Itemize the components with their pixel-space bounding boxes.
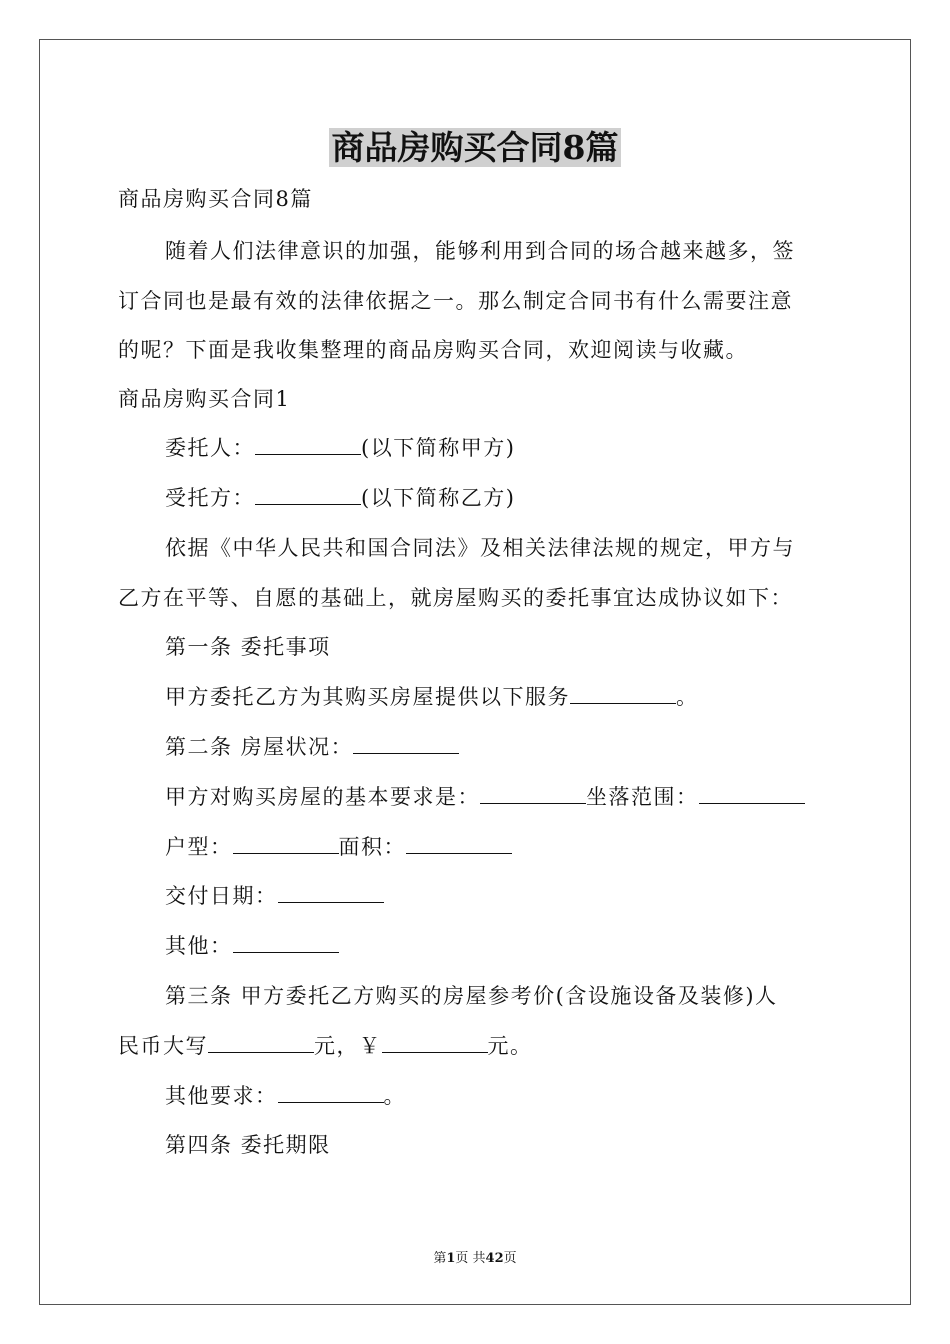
article1-end: 。 bbox=[676, 685, 699, 709]
price-yuan-label: 元，￥ bbox=[314, 1034, 382, 1058]
requirement-blank bbox=[480, 783, 586, 804]
condition-blank bbox=[353, 733, 459, 754]
delivery-label: 交付日期： bbox=[165, 884, 278, 908]
client-suffix: (以下简称甲方) bbox=[361, 436, 516, 460]
client-label: 委托人： bbox=[165, 436, 255, 460]
agent-blank bbox=[255, 484, 361, 505]
layout-blank bbox=[233, 833, 339, 854]
layout-area-line bbox=[165, 832, 512, 862]
basis-line-1: 依据《中华人民共和国合同法》及相关法律法规的规定，甲方与 bbox=[165, 536, 795, 560]
area-label: 面积： bbox=[338, 835, 406, 859]
price-end: 元。 bbox=[487, 1034, 533, 1058]
agent-suffix: (以下简称乙方) bbox=[361, 486, 516, 510]
client-blank bbox=[255, 434, 361, 455]
article3-line-1: 第三条 甲方委托乙方购买的房屋参考价(含设施设备及装修)人 bbox=[165, 984, 778, 1008]
area-blank bbox=[406, 833, 512, 854]
delivery-line bbox=[165, 881, 384, 911]
article4-heading: 第四条 委托期限 bbox=[165, 1133, 331, 1157]
footer-prefix: 第 bbox=[433, 1251, 447, 1266]
other-requirement-line bbox=[165, 1081, 406, 1111]
intro-line-2: 订合同也是最有效的法律依据之一。那么制定合同书有什么需要注意 bbox=[118, 289, 793, 313]
page-number: 1 bbox=[446, 1251, 456, 1266]
requirement-label: 甲方对购买房屋的基本要求是： bbox=[165, 785, 480, 809]
other-line bbox=[165, 931, 339, 961]
footer-mid: 页 共 bbox=[455, 1251, 486, 1266]
delivery-blank bbox=[278, 882, 384, 903]
article1-text-label: 甲方委托乙方为其购买房屋提供以下服务 bbox=[165, 685, 570, 709]
article2-heading: 第二条 房屋状况： bbox=[165, 735, 354, 759]
article1-heading: 第一条 委托事项 bbox=[165, 635, 331, 659]
other-blank bbox=[233, 932, 339, 953]
intro-line-3: 的呢？下面是我收集整理的商品房购买合同，欢迎阅读与收藏。 bbox=[118, 338, 748, 362]
agent-label: 受托方： bbox=[165, 486, 255, 510]
section-heading: 商品房购买合同1 bbox=[118, 387, 291, 411]
intro-line-1: 随着人们法律意识的加强，能够利用到合同的场合越来越多，签 bbox=[165, 239, 795, 263]
layout-label: 户型： bbox=[165, 835, 233, 859]
requirement-line bbox=[165, 782, 805, 812]
agent-line bbox=[165, 483, 515, 513]
article1-text bbox=[165, 682, 699, 712]
basis-line-2: 乙方在平等、自愿的基础上，就房屋购买的委托事宜达成协议如下： bbox=[118, 586, 793, 610]
article3-line-2 bbox=[118, 1031, 533, 1061]
service-blank bbox=[570, 683, 676, 704]
footer-suffix: 页 bbox=[503, 1251, 517, 1266]
subtitle: 商品房购买合同8篇 bbox=[118, 187, 313, 211]
location-blank bbox=[699, 783, 805, 804]
article2-line bbox=[165, 732, 459, 762]
other-requirement-blank bbox=[278, 1082, 384, 1103]
price-words-blank bbox=[208, 1032, 314, 1053]
page-footer bbox=[0, 1247, 950, 1266]
price-words-label: 民币大写 bbox=[118, 1034, 208, 1058]
document-title: 商品房购买合同8篇 bbox=[0, 126, 950, 170]
client-line bbox=[165, 433, 515, 463]
other-requirement-end: 。 bbox=[383, 1084, 406, 1108]
total-pages: 42 bbox=[485, 1251, 504, 1266]
other-label: 其他： bbox=[165, 934, 233, 958]
price-number-blank bbox=[382, 1032, 488, 1053]
location-label: 坐落范围： bbox=[586, 785, 699, 809]
page-border bbox=[39, 39, 911, 1305]
other-requirement-label: 其他要求： bbox=[165, 1084, 278, 1108]
